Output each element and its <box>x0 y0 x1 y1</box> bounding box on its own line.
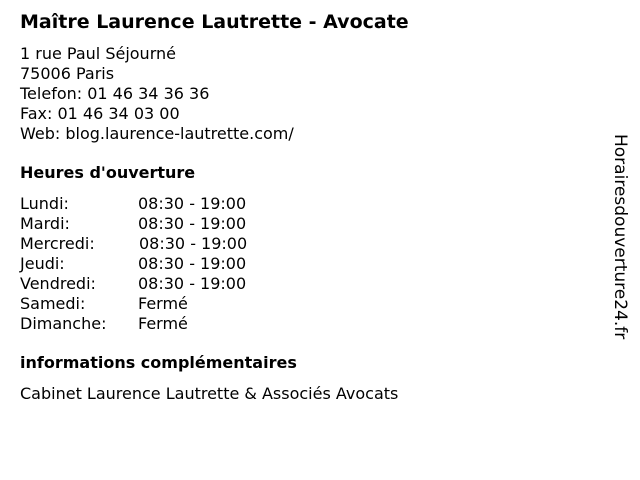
day-hours: 08:30 - 19:00 <box>138 194 247 213</box>
day-label: Vendredi: <box>20 274 96 293</box>
day-hours: 08:30 - 19:00 <box>139 234 248 253</box>
day-hours: Fermé <box>138 294 188 313</box>
phone-number: Telefon: 01 46 34 36 36 <box>20 84 210 103</box>
day-hours: Fermé <box>138 314 188 333</box>
additional-info-heading: informations complémentaires <box>20 353 297 372</box>
contact-block <box>20 44 294 144</box>
page-title: Maître Laurence Lautrette - Avocate <box>20 11 409 33</box>
site-watermark: Horairesdouverture24.fr <box>610 134 630 340</box>
street-address: 1 rue Paul Séjourné <box>20 44 176 63</box>
day-label: Dimanche: <box>20 314 107 333</box>
city-postal: 75006 Paris <box>20 64 115 83</box>
additional-info-text: Cabinet Laurence Lautrette & Associés Avocats <box>20 384 399 403</box>
opening-hours-heading: Heures d'ouverture <box>20 163 196 182</box>
day-hours: 08:30 - 19:00 <box>138 274 247 293</box>
day-label: Mercredi: <box>20 234 95 253</box>
day-label: Lundi: <box>20 194 69 213</box>
day-hours: 08:30 - 19:00 <box>138 214 247 233</box>
day-label: Mardi: <box>20 214 70 233</box>
day-hours: 08:30 - 19:00 <box>138 254 247 273</box>
fax-number: Fax: 01 46 34 03 00 <box>20 104 180 123</box>
day-label: Jeudi: <box>20 254 65 273</box>
website-link: Web: blog.laurence-lautrette.com/ <box>20 124 294 143</box>
day-label: Samedi: <box>20 294 86 313</box>
